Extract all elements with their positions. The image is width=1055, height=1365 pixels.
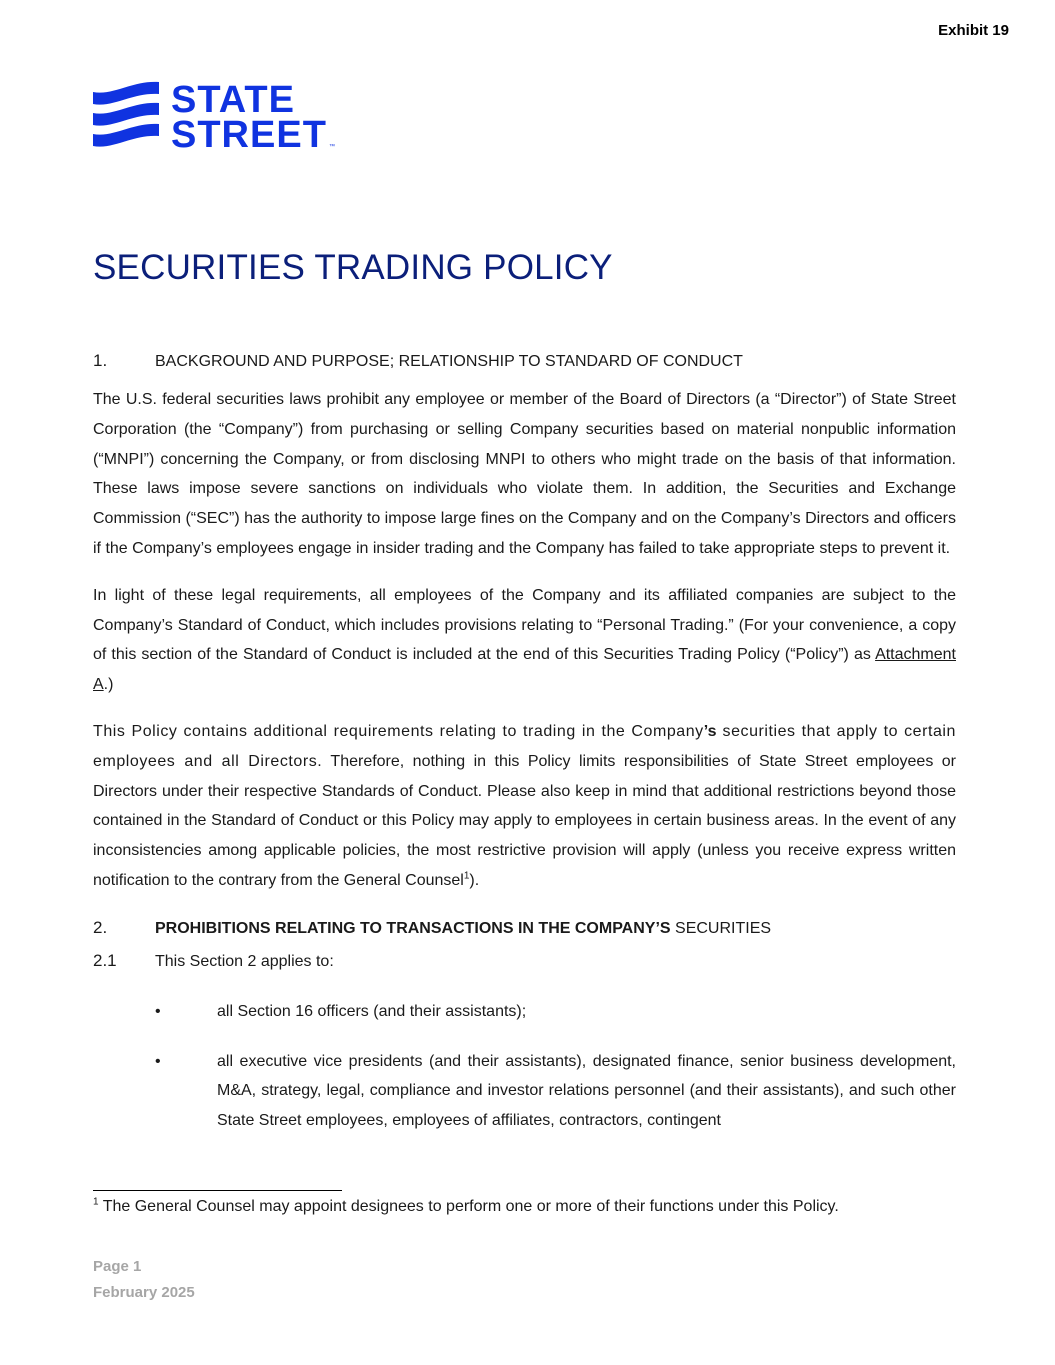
section-title: BACKGROUND AND PURPOSE; RELATIONSHIP TO STANDARD OF CONDUCT <box>155 353 743 370</box>
subsection-number: 2.1 <box>93 950 117 970</box>
exhibit-label: Exhibit 19 <box>938 22 1009 39</box>
bullet-icon: • <box>155 1002 161 1020</box>
logo-tm: ™ <box>329 144 335 150</box>
section-1-heading <box>93 346 956 377</box>
section-title <box>155 914 771 944</box>
subsection-2-1 <box>93 946 956 977</box>
state-street-logo <box>93 80 338 150</box>
document-date: February 2025 <box>93 1284 195 1301</box>
paragraph-3-end: ). <box>469 871 480 889</box>
document-body <box>93 346 956 1156</box>
footnote-ref[interactable]: 1 <box>463 870 470 882</box>
paragraph-1: The U.S. federal securities laws prohibit any employee or member of the Board of Directors (a “Director”) of State Street Corporation (the “Company”) from purchasing or selling Company securities based on material nonpublic information (“MNPI”) concerning the Company, or from disclosing MNPI to others who might trade on the basis of that information. These laws impose severe sanctions on individuals who violate them. In addition, the Securities and Exchange Commission (“SEC”) has the authority to impose large fines on the Company and on the Company’s Directors and officers if the Company’s employees engage in insider trading and the Company has failed to take appropriate steps to prevent it. <box>93 391 956 557</box>
paragraph-3-lead2: securities that apply to certain employees and all Directors. <box>93 722 956 770</box>
section-title-bold: PROHIBITIONS RELATING TO TRANSACTIONS IN THE COMPANY’S <box>155 919 671 937</box>
page-number: Page 1 <box>93 1258 142 1275</box>
list-item-text: all Section 16 officers (and their assistants); <box>217 1002 527 1020</box>
paragraph-3-bold: ’s <box>703 722 717 740</box>
section-number: 1. <box>93 351 108 370</box>
list-item-text: all executive vice presidents (and their assistants), designated finance, senior business development, M&A, strategy, legal, compliance and investor relations personnel (and their assistants), and such other State Street employees, employees of affiliates, contractors, contingent <box>217 1052 956 1130</box>
section-2-heading <box>93 913 956 944</box>
list-item <box>93 1047 956 1136</box>
attachment-a-link[interactable]: Attachment A <box>93 646 956 694</box>
footnote-text: The General Counsel may appoint designees to perform one or more of their functions under this Policy. <box>98 1198 839 1215</box>
page-title: SECURITIES TRADING POLICY <box>93 248 613 287</box>
list-item <box>93 997 956 1027</box>
paragraph-3 <box>93 717 956 896</box>
section-title-rest: SECURITIES <box>670 919 772 937</box>
footnote-mark: 1 <box>93 1196 99 1208</box>
footnote <box>93 1196 839 1218</box>
footnote-divider <box>93 1190 342 1191</box>
applicability-list <box>93 997 956 1136</box>
logo-line1: STATE <box>171 80 295 121</box>
paragraph-2 <box>93 581 956 700</box>
paragraph-3-text: Therefore, nothing in this Policy limits responsibilities of State Street employees or Directors under their respective Standards of Conduct. Please also keep in mind that additional restrictions beyond those contained in the Standard of Conduct or this Policy may apply to employees in certain business areas. In the event of any inconsistencies among applicable policies, the most restrictive provision will apply (unless you receive express written notification to the contrary from the General Counsel <box>93 752 956 889</box>
paragraph-2-text: In light of these legal requirements, all employees of the Company and its affiliated companies are subject to the Company’s Standard of Conduct, which includes provisions relating to “Personal Trading.” (For your convenience, a copy of this section of the Standard of Conduct is included at the end of this Securities Trading Policy (“Policy”) as <box>93 586 956 664</box>
section-number: 2. <box>93 917 108 937</box>
paragraph-2-end: .) <box>103 676 114 694</box>
bullet-icon: • <box>155 1052 161 1070</box>
logo-wave-icon <box>93 82 159 147</box>
logo-line2: STREET <box>171 114 327 150</box>
paragraph-3-lead: This Policy contains additional requirements relating to trading in the Company <box>93 722 704 740</box>
subsection-text: This Section 2 applies to: <box>155 952 334 970</box>
